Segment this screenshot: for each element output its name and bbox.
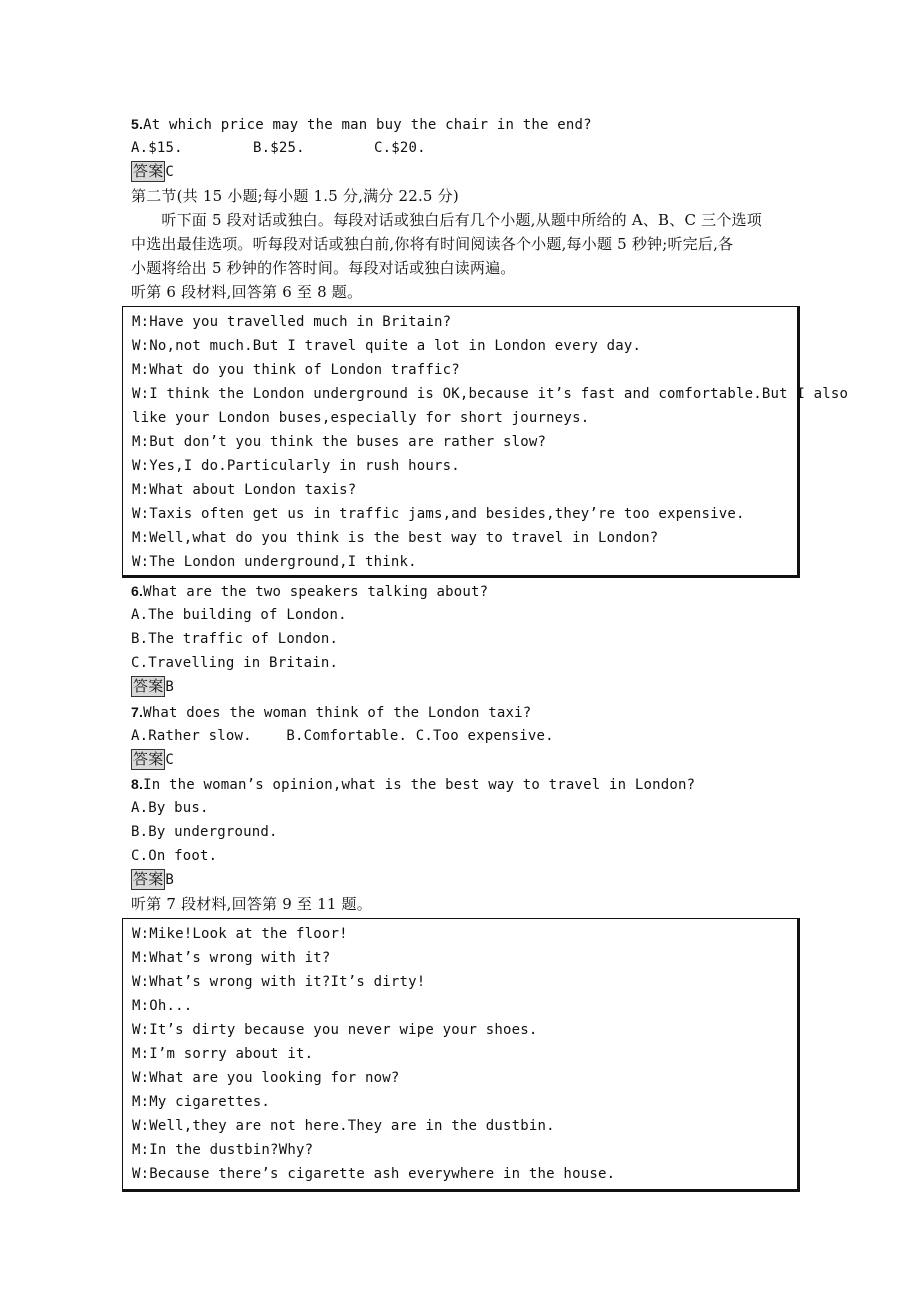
dialogue-box-7: [122, 918, 800, 1192]
q6-answer: 答案 B: [133, 677, 175, 695]
q6-option-a: A.The building of London.: [131, 607, 347, 623]
dialogue-line: M:Have you travelled much in Britain?: [132, 314, 452, 330]
q6-option-c: C.Travelling in Britain.: [131, 655, 339, 671]
dialogue-box-6: [122, 306, 849, 578]
q6-option-b: B.The traffic of London.: [131, 631, 339, 647]
dialogue-line: M:My cigarettes.: [132, 1094, 271, 1110]
q7-options: A.Rather slow. B.Comfortable. C.Too expensive.: [131, 728, 554, 744]
material-6-intro: 听第 6 段材料,回答第 6 至 8 题。: [131, 283, 363, 301]
section-title: 第二节(共 15 小题;每小题 1.5 分,满分 22.5 分): [131, 187, 459, 205]
q5-answer: 答案 C: [133, 162, 175, 180]
dialogue-line: W:Taxis often get us in traffic jams,and besides,they’re too expensive.: [132, 506, 745, 522]
q8-answer: 答案 B: [133, 870, 175, 888]
dialogue-line: M:What about London taxis?: [132, 482, 357, 498]
dialogue-line: like your London buses,especially for short journeys.: [132, 410, 590, 426]
instructions-line: 小题将给出 5 秒钟的作答时间。每段对话或独白读两遍。: [131, 259, 516, 277]
dialogue-line: M:But don’t you think the buses are rather slow?: [132, 434, 547, 450]
dialogue-line: W:I think the London underground is OK,because it’s fast and comfortable.But I also: [132, 386, 849, 402]
dialogue-line: M:What do you think of London traffic?: [132, 362, 460, 378]
dialogue-line: M:What’s wrong with it?: [132, 950, 331, 966]
question-7: 7.What does the woman think of the London taxi?: [131, 704, 532, 721]
dialogue-line: W:Mike!Look at the floor!: [132, 926, 348, 942]
question-5: 5.At which price may the man buy the chair in the end?: [131, 116, 592, 133]
dialogue-line: W:No,not much.But I travel quite a lot in London every day.: [132, 338, 642, 354]
dialogue-line: M:Well,what do you think is the best way to travel in London?: [132, 530, 659, 546]
q7-answer: 答案 C: [133, 750, 175, 768]
dialogue-line: M:Oh...: [132, 998, 193, 1014]
dialogue-line: W:It’s dirty because you never wipe your shoes.: [132, 1022, 538, 1038]
dialogue-line: W:Yes,I do.Particularly in rush hours.: [132, 458, 460, 474]
q5-options: A.$15. B.$25. C.$20.: [131, 140, 426, 156]
dialogue-line: M:In the dustbin?Why?: [132, 1142, 314, 1158]
dialogue-line: W:Because there’s cigarette ash everywhere in the house.: [132, 1166, 616, 1182]
question-6: 6.What are the two speakers talking about?: [131, 583, 489, 600]
instructions-line: 中选出最佳选项。听每段对话或独白前,你将有时间阅读各个小题,每小题 5 秒钟;听完后,各: [131, 235, 734, 253]
instructions-line: 听下面 5 段对话或独白。每段对话或独白后有几个小题,从题中所给的 A、B、C 三个选项: [131, 211, 762, 229]
dialogue-line: M:I’m sorry about it.: [132, 1046, 314, 1062]
question-8: 8.In the woman’s opinion,what is the best way to travel in London?: [131, 776, 696, 793]
q8-option-c: C.On foot.: [131, 848, 218, 864]
q8-option-a: A.By bus.: [131, 800, 209, 816]
material-7-intro: 听第 7 段材料,回答第 9 至 11 题。: [131, 895, 372, 913]
dialogue-line: W:What’s wrong with it?It’s dirty!: [132, 974, 426, 990]
dialogue-line: W:The London underground,I think.: [132, 554, 417, 570]
dialogue-line: W:Well,they are not here.They are in the dustbin.: [132, 1118, 555, 1134]
dialogue-line: W:What are you looking for now?: [132, 1070, 400, 1086]
q8-option-b: B.By underground.: [131, 824, 278, 840]
